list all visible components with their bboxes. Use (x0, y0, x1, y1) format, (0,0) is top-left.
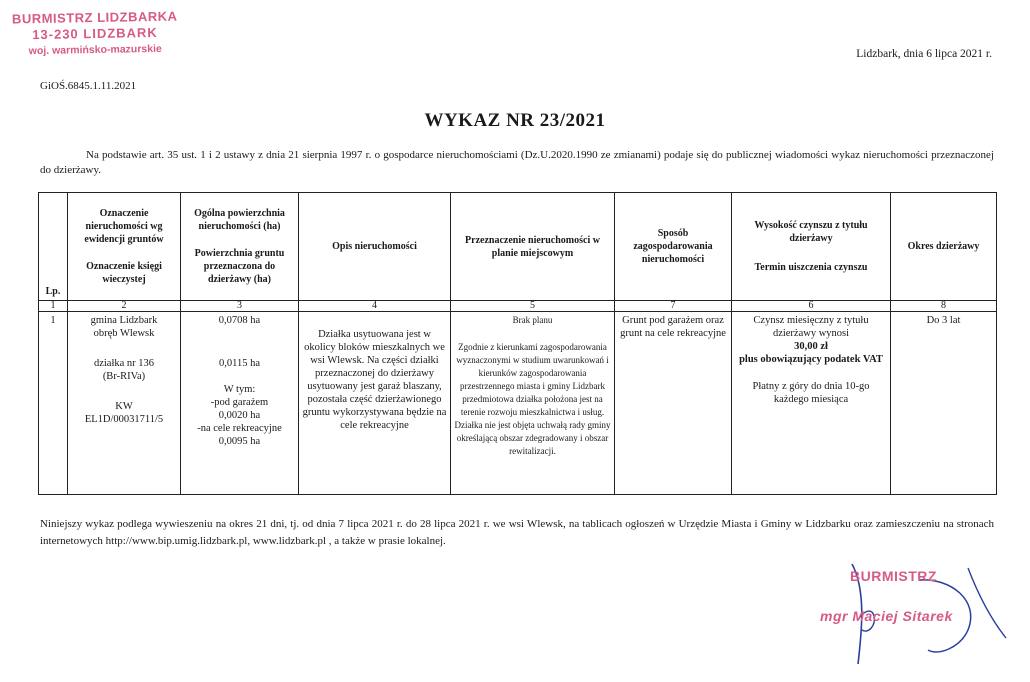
column-number: 3 (181, 301, 299, 312)
header-czynsz-wysokosc: Wysokość czynszu z tytułu dzierżawy (754, 220, 868, 244)
stamp-line-1: BURMISTRZ LIDZBARKA (11, 8, 178, 27)
cell-powierzchnia-dzierzawa: 0,0115 ha (218, 358, 261, 369)
cell-czynsz-vat: plus obowiązujący podatek VAT (739, 354, 883, 365)
header-powierzchnia (181, 193, 299, 301)
header-powierzchnia-dzierzawa: Powierzchnia gruntu przeznaczona do dzierżawy (ha) (194, 248, 285, 285)
header-oznaczenie-ewidencja: Oznaczenie nieruchomości wg ewidencji gruntów (84, 208, 164, 245)
footer-paragraph: Niniejszy wykaz podlega wywieszeniu na okres 21 dni, tj. od dnia 7 lipca 2021 r. do 28 lipca 2021 r. we wsi Wlewsk, na tablicach ogłoszeń w Urzędzie Miasta i Gminy w Lidzbarku oraz zamieszczeniu na stronach internetowych http://www.bip.umig.lidzbark.pl, www.lidzbark.pl , a także w prasie lokalnej. (40, 518, 994, 547)
cell-czynsz-kwota: 30,00 zł (794, 341, 828, 352)
cell-oznaczenie-klasa: (Br-RIVa) (102, 371, 146, 382)
header-czynsz (732, 193, 891, 301)
column-number-row (39, 301, 997, 312)
header-lp: Lp. (39, 193, 68, 301)
header-oznaczenie-ksiega: Oznaczenie księgi wieczystej (86, 261, 162, 285)
office-stamp (10, 9, 181, 60)
cell-oznaczenie-ksiega: EL1D/00031711/5 (84, 414, 164, 425)
table-row (39, 312, 997, 495)
cell-powierzchnia-rekreacja: 0,0095 ha (218, 436, 261, 447)
table-header-row (39, 193, 997, 301)
stamp-line-2: 13-230 LIDZBARK (32, 24, 158, 43)
column-number: 6 (732, 301, 891, 312)
cell-czynsz-termin: Płatny z góry do dnia 10-go każdego miesiąca (752, 381, 870, 405)
cell-okres: Do 3 lat (891, 312, 997, 495)
header-czynsz-termin: Termin uiszczenia czynszu (754, 262, 868, 273)
column-number: 4 (299, 301, 451, 312)
cell-przeznaczenie-studium: Zgodnie z kierunkami zagospodarowania wyznaczonymi w studium uwarunkowań i kierunków zagospodarowania przestrzennego miasta i gminy Lidzbark przedmiotowa działka położona jest na terenie rozwoju mieszkalnictwa i usług. (456, 342, 609, 417)
document-title: WYKAZ NR 23/2021 (424, 110, 606, 131)
cell-powierzchnia-rekreacja-label: -na cele rekreacyjne (197, 423, 282, 434)
header-opis: Opis nieruchomości (299, 193, 451, 301)
cell-oznaczenie-dzialka: działka nr 136 (93, 358, 155, 369)
cell-powierzchnia-garaz-label: -pod garażem (210, 397, 269, 408)
header-okres: Okres dzierżawy (891, 193, 997, 301)
header-przeznaczenie: Przeznaczenie nieruchomości w planie miejscowym (451, 193, 615, 301)
header-sposob: Sposób zagospodarowania nieruchomości (615, 193, 732, 301)
header-oznaczenie (68, 193, 181, 301)
reference-number: GiOŚ.6845.1.11.2021 (40, 80, 137, 92)
cell-przeznaczenie-rewitalizacja: Działka nie jest objęta uchwałą rady gminy określającą obszar zdegradowany i obszar rewitalizacji. (454, 420, 611, 456)
cell-lp: 1 (39, 312, 68, 495)
cell-powierzchnia (181, 312, 299, 495)
cell-przeznaczenie (451, 312, 615, 495)
signature-name: mgr Maciej Sitarek (820, 608, 953, 624)
column-number: 1 (39, 301, 68, 312)
intro-paragraph: Na podstawie art. 35 ust. 1 i 2 ustawy z dnia 21 sierpnia 1997 r. o gospodarce nieruchomościami (Dz.U.2020.1990 ze zmianami) podaje się do publicznej wiadomości wykaz nieruchomości przeznaczonej do dzierżawy. (40, 149, 994, 176)
cell-powierzchnia-garaz: 0,0020 ha (218, 410, 261, 421)
stamp-line-3: woj. warmińsko-mazurskie (28, 42, 162, 58)
column-number: 5 (451, 301, 615, 312)
cell-przeznaczenie-plan: Brak planu (512, 315, 553, 325)
cell-oznaczenie-obreb: obręb Wlewsk (93, 328, 155, 339)
cell-opis-text: Działka usytuowana jest w okolicy bloków mieszkalnych we wsi Wlewsk. Na części działki przeznaczonej do dzierżawy usytuowany jest garaż blaszany, pozostała część dzierżawionego gruntu wykorzystywana będzie na cele rekreacyjne (302, 329, 447, 431)
cell-oznaczenie-gmina: gmina Lidzbark (90, 315, 158, 326)
cell-opis (299, 312, 451, 495)
cell-powierzchnia-ogolna: 0,0708 ha (218, 315, 261, 326)
cell-czynsz-opis: Czynsz miesięczny z tytułu dzierżawy wynosi (753, 315, 869, 339)
cell-oznaczenie (68, 312, 181, 495)
cell-oznaczenie-kw: KW (115, 401, 133, 412)
cell-powierzchnia-wtym: W tym: (223, 384, 256, 395)
column-number: 8 (891, 301, 997, 312)
header-powierzchnia-ogolna: Ogólna powierzchnia nieruchomości (ha) (194, 208, 285, 232)
cell-sposob: Grunt pod garażem oraz grunt na cele rekreacyjne (615, 312, 732, 495)
signature-role: BURMISTRZ (850, 568, 937, 584)
cell-czynsz (732, 312, 891, 495)
place-and-date: Lidzbark, dnia 6 lipca 2021 r. (856, 48, 992, 60)
property-table (38, 192, 997, 495)
column-number: 2 (68, 301, 181, 312)
signature-block (800, 560, 1020, 670)
column-number: 7 (615, 301, 732, 312)
